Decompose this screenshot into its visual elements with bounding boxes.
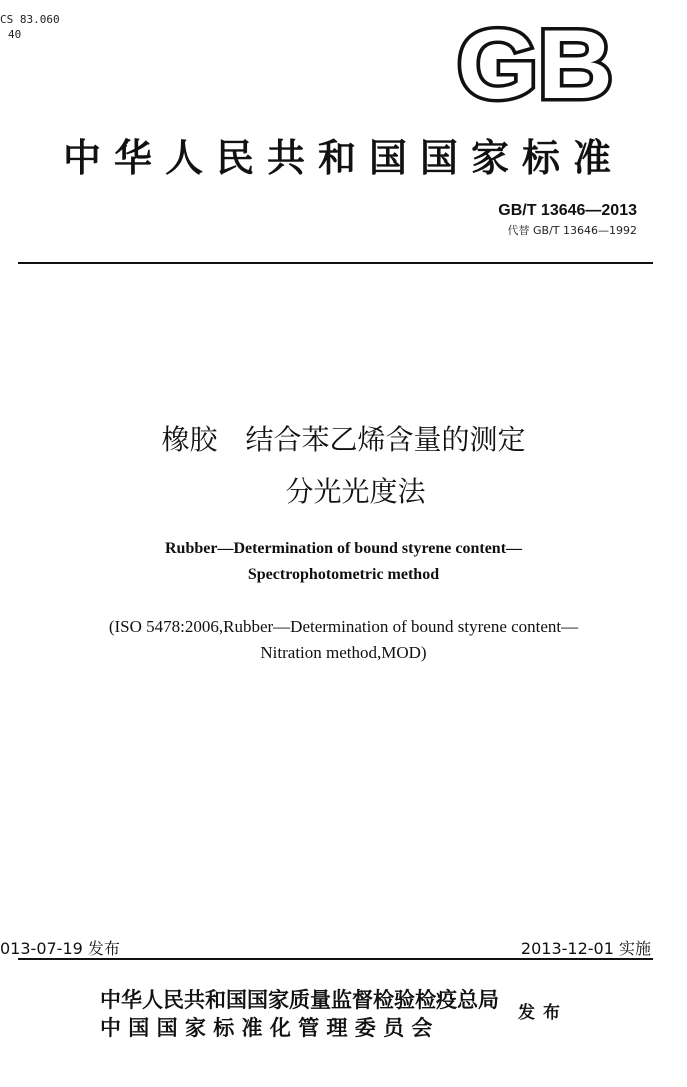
iso-reference-line2: Nitration method,MOD) (260, 643, 427, 662)
cn-title-line1: 橡胶 结合苯乙烯含量的测定 (161, 423, 526, 456)
issue-date: 013-07-19 发布 (0, 939, 120, 958)
en-title-line1: Rubber—Determination of bound styrene content— (164, 540, 523, 557)
ics-code: CS 83.060 (0, 13, 60, 26)
ccs-code: 40 (8, 28, 22, 41)
cn-title-line2: 分光光度法 (285, 475, 426, 508)
publish-label: 发布 (518, 1003, 568, 1023)
replaces-note: 代替 GB/T 13646—1992 (507, 224, 637, 237)
en-title-line2: Spectrophotometric method (247, 566, 440, 583)
classification-codes (0, 12, 60, 42)
footer-divider (18, 958, 653, 960)
header-divider (18, 262, 653, 264)
gb-logo (455, 22, 615, 104)
national-standard-title: 中华人民共和国国家标准 (62, 135, 624, 180)
iso-reference-line1: (ISO 5478:2006,Rubber—Determination of bound styrene content— (108, 617, 579, 636)
standard-number: GB/T 13646—2013 (498, 202, 637, 219)
issuer-line1: 中华人民共和国国家质量监督检验检疫总局 (100, 987, 499, 1012)
implementation-date: 2013-12-01 实施 (520, 939, 651, 958)
issuer-line2: 中 国 国 家 标 准 化 管 理 委 员 会 (100, 1015, 433, 1040)
gb-logo-text: GB (457, 22, 613, 104)
